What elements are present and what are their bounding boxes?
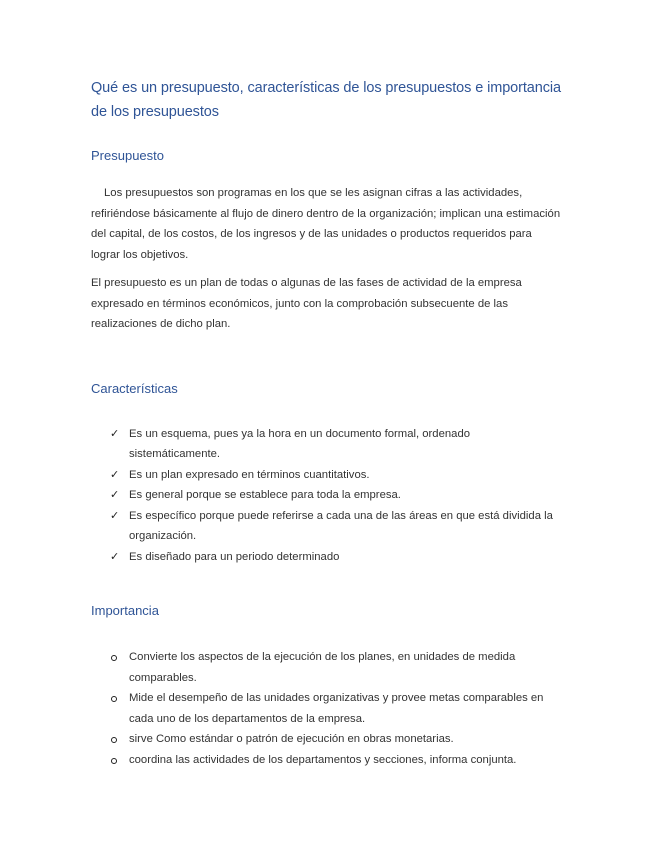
hollow-circle-icon (111, 696, 117, 702)
checkmark-icon: ✓ (110, 468, 120, 481)
hollow-circle-icon (111, 737, 117, 743)
heading-importancia: Importancia (91, 603, 159, 618)
list-item (91, 729, 561, 750)
hollow-circle-icon (111, 758, 117, 764)
checkmark-icon: ✓ (110, 550, 120, 563)
list-item (91, 647, 561, 688)
list-item (91, 688, 561, 729)
list-item (91, 750, 561, 771)
heading-caracteristicas: Características (91, 380, 178, 396)
checkmark-icon: ✓ (110, 509, 120, 522)
heading-presupuesto: Presupuesto (91, 148, 164, 163)
caracteristicas-list (91, 424, 561, 568)
list-item (91, 424, 561, 465)
checkmark-icon: ✓ (110, 489, 120, 501)
list-item-text: coordina las actividades de los departamentos y secciones, informa conjunta. (129, 753, 517, 766)
list-item (91, 506, 561, 547)
list-item (91, 465, 561, 486)
document-body (91, 76, 561, 770)
document-title: Qué es un presupuesto, características de los presupuestos e importancia de los presupuestos (91, 80, 561, 120)
checkmark-icon: ✓ (110, 427, 120, 440)
list-item-text: Es un plan expresado en términos cuantitativos. (129, 468, 370, 481)
list-item-text: Convierte los aspectos de la ejecución de los planes, en unidades de medida comparables. (129, 651, 516, 684)
importancia-list (91, 647, 561, 770)
list-item-text: Mide el desempeño de las unidades organizativas y provee metas comparables en cada uno de los departamentos de la empresa. (129, 692, 544, 725)
list-item-text: Es específico porque puede referirse a cada una de las áreas en que está dividida la organización. (129, 509, 553, 542)
list-item (91, 547, 561, 568)
list-item-text: Es general porque se establece para toda la empresa. (129, 489, 401, 501)
list-item-text: Es un esquema, pues ya la hora en un documento formal, ordenado sistemáticamente. (129, 427, 471, 460)
paragraph-presupuesto-definition: Los presupuestos son programas en los que se les asignan cifras a las actividades, refiriéndose básicamente al flujo de dinero dentro de la organización; implican una estimación del capital, de los costos, de los ingresos y de las unidades o productos requeridos para lograr los objetivos. (91, 187, 561, 261)
paragraph-presupuesto-plan: El presupuesto es un plan de todas o algunas de las fases de actividad de la empresa expresado en términos económicos, junto con la comprobación subsecuente de las realizaciones de dicho plan. (91, 277, 522, 330)
hollow-circle-icon (111, 655, 117, 661)
list-item (91, 485, 561, 506)
list-item-text: Es diseñado para un periodo determinado (129, 550, 340, 563)
list-item-text: sirve Como estándar o patrón de ejecución en obras monetarias. (129, 733, 454, 745)
